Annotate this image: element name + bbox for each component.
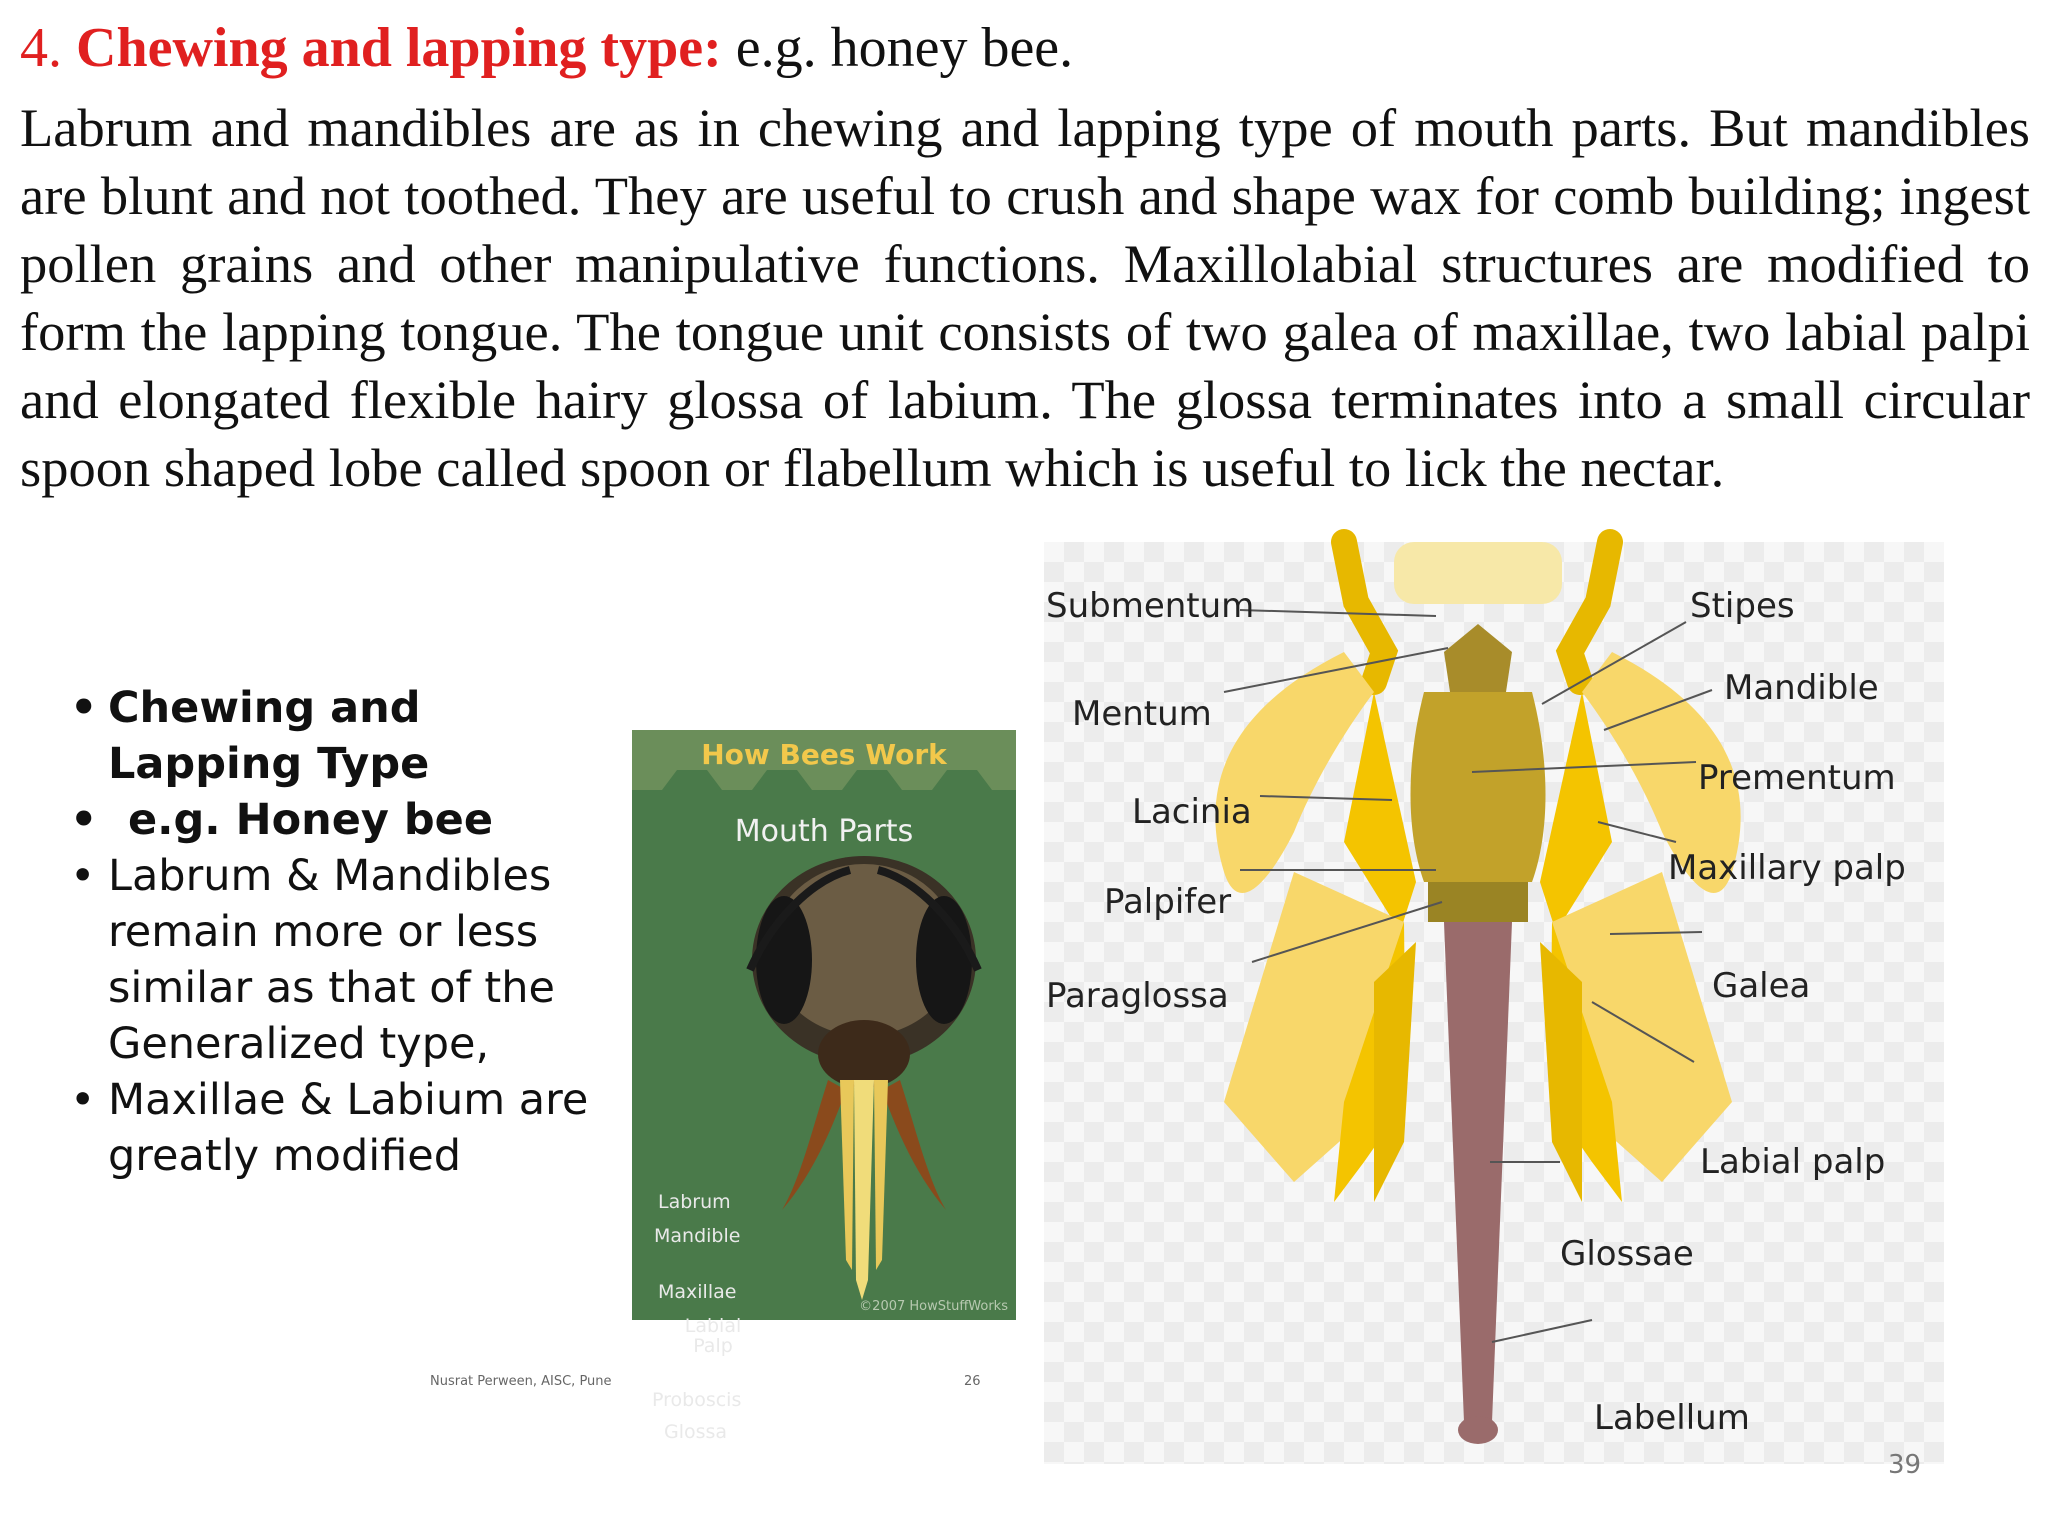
panel-subtitle: Mouth Parts: [734, 814, 914, 849]
label-stipes: Stipes: [1690, 586, 1795, 626]
bullet-item: • Chewing and Lapping Type: [70, 680, 590, 792]
bee-head-illustration: [632, 840, 1016, 1320]
bullet-item: • Maxillae & Labium are greatly modified: [70, 1072, 590, 1184]
label-maxillary-palp: Maxillary palp: [1668, 848, 1906, 888]
label-glossae: Glossae: [1560, 1234, 1694, 1274]
slide-bullet-list: [70, 680, 590, 1184]
slide-page-number: 26: [964, 1374, 981, 1389]
panel-title: How Bees Work: [701, 738, 947, 771]
panel-copyright: ©2007 HowStuffWorks: [859, 1299, 1008, 1314]
section-heading: [20, 8, 2030, 88]
heading-type: Chewing and lapping type:: [76, 17, 722, 79]
corner-page-number: 39: [1888, 1450, 1922, 1480]
panel-label-proboscis: Proboscis: [652, 1389, 742, 1411]
label-mandible: Mandible: [1724, 668, 1879, 708]
label-mentum: Mentum: [1072, 694, 1212, 734]
body-paragraph: Labrum and mandibles are as in chewing and lapping type of mouth parts. But mandibles are blunt and not toothed. They are useful to crush and shape wax for comb building; ingest pollen grains and other manipulative functions. Maxillolabial structures are modified to form the lapping tongue. The tongue unit consists of two galea of maxillae, two labial palpi and elongated flexible hairy glossa of labium. The glossa terminates into a small circular spoon shaped lobe called spoon or flabellum which is useful to lick the nectar.: [20, 97, 2030, 498]
label-labial-palp: Labial palp: [1700, 1142, 1886, 1182]
panel-label-labrum: Labrum: [658, 1191, 731, 1213]
bullet-item: • Labrum & Mandibles remain more or less similar as that of the Generalized type,: [70, 848, 590, 1072]
panel-label-glossa: Glossa: [664, 1421, 728, 1443]
embedded-slide: [0, 560, 1040, 1520]
slide-footer-author: Nusrat Perween, AISC, Pune: [430, 1374, 612, 1389]
label-lacinia: Lacinia: [1132, 792, 1252, 832]
label-galea: Galea: [1712, 966, 1811, 1006]
panel-label-mandible: Mandible: [654, 1225, 741, 1247]
panel-label-labial-palp: Labial Palp: [684, 1315, 742, 1357]
heading-number: 4.: [20, 17, 62, 79]
label-submentum: Submentum: [1046, 586, 1255, 626]
bullet-item: • e.g. Honey bee: [70, 792, 590, 848]
panel-label-maxillae: Maxillae: [658, 1281, 737, 1303]
label-labellum: Labellum: [1594, 1398, 1750, 1438]
heading-example: e.g. honey bee.: [735, 17, 1074, 79]
mouthparts-diagram: [1044, 542, 1944, 1464]
label-prementum: Prementum: [1698, 758, 1896, 798]
label-paraglossa: Paraglossa: [1046, 976, 1229, 1016]
label-palpifer: Palpifer: [1104, 882, 1232, 922]
